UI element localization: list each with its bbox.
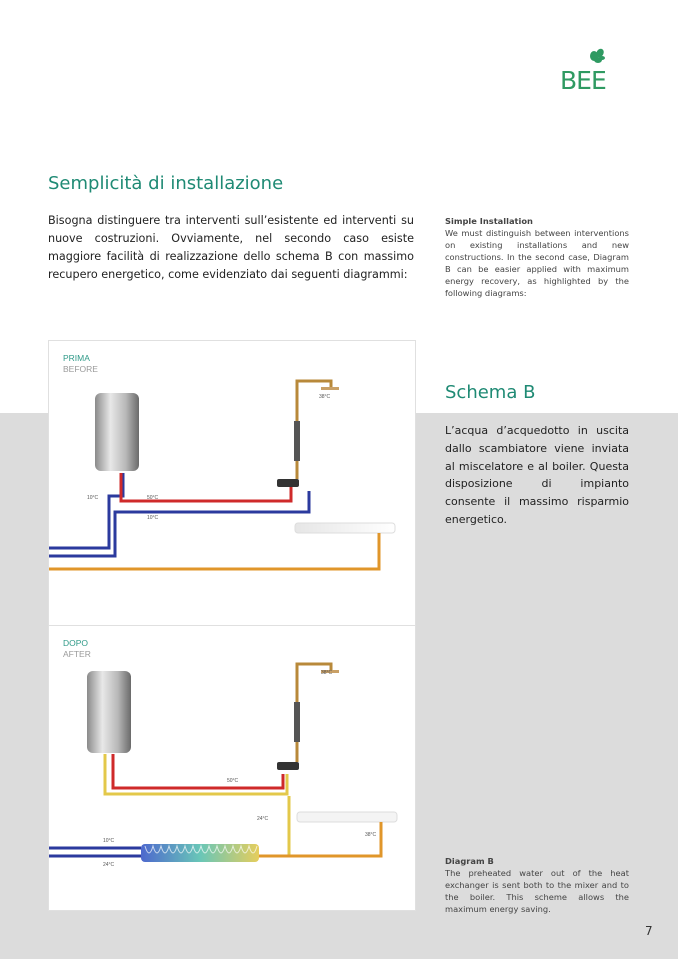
diagram-before-label-en: BEFORE xyxy=(63,364,98,374)
diagram-english xyxy=(445,855,629,915)
diagram-english-heading: Diagram B xyxy=(445,856,494,866)
hot-pipe xyxy=(113,754,283,788)
diagram-after-label-en: AFTER xyxy=(63,649,91,659)
temp-preheated: 24°C xyxy=(257,816,269,822)
drain-pipe xyxy=(259,822,381,856)
boiler-icon xyxy=(95,393,139,471)
shower-tray xyxy=(295,523,395,533)
temp-drain: 38°C xyxy=(365,832,377,838)
temp-shower: 38°C xyxy=(321,670,333,676)
diagram-before-label-it: PRIMA xyxy=(63,353,90,363)
temp-hot: 50°C xyxy=(147,495,159,501)
temp-hot: 50°C xyxy=(227,778,239,784)
temp-cold-in: 10°C xyxy=(87,495,99,501)
drain-pipe xyxy=(49,533,379,569)
cold-pipe xyxy=(49,473,123,548)
shower-tray xyxy=(297,812,397,822)
diagram-before-drawing xyxy=(49,341,415,625)
schema-description: L’acqua d’acquedotto in uscita dallo scambiatore viene inviata al miscelatore e al boiler. Questa disposizione di impianto consente il massimo risparmio energetico. xyxy=(445,424,629,526)
bee-icon xyxy=(560,46,632,68)
intro-english-body: We must distinguish between interventions on existing installations and new constructions. In the second case, Diagram B can be easier applied with maximum energy recovery, as highlighted by the following diagrams: xyxy=(445,228,629,298)
diagram-before xyxy=(48,340,416,626)
diagram-after-drawing xyxy=(49,626,415,910)
bee-logo xyxy=(560,46,632,98)
shower-head-icon xyxy=(321,387,339,390)
boiler-icon xyxy=(87,671,131,753)
intro-english-heading: Simple Installation xyxy=(445,216,533,226)
section-title: Semplicità di installazione xyxy=(48,173,284,194)
temp-cold-mix: 10°C xyxy=(147,515,159,521)
shower-column xyxy=(297,664,331,762)
page-number: 7 xyxy=(645,924,653,938)
mixer-icon xyxy=(277,762,299,770)
schema-title: Schema B xyxy=(445,382,536,403)
diagram-after xyxy=(48,625,416,911)
temp-exchanger-out: 24°C xyxy=(103,862,115,868)
mixer-icon xyxy=(277,479,299,487)
logo-text: BEE xyxy=(560,66,606,95)
temp-cold-in: 10°C xyxy=(103,838,115,844)
diagram-after-label-it: DOPO xyxy=(63,638,89,648)
intro-italian: Bisogna distinguere tra interventi sull’esistente ed interventi su nuove costruzioni. Ovviamente, nel secondo caso esiste maggiore facilità di realizzazione dello schema B con massimo recupero energetico, come evidenziato dai seguenti diagrammi: xyxy=(48,214,414,281)
intro-english xyxy=(445,215,629,299)
preheated-pipe-2 xyxy=(259,796,289,856)
temp-shower: 38°C xyxy=(319,394,331,400)
diagram-english-body: The preheated water out of the heat exchanger is sent both to the mixer and to the boiler. This scheme allows the maximum energy saving. xyxy=(445,868,629,914)
